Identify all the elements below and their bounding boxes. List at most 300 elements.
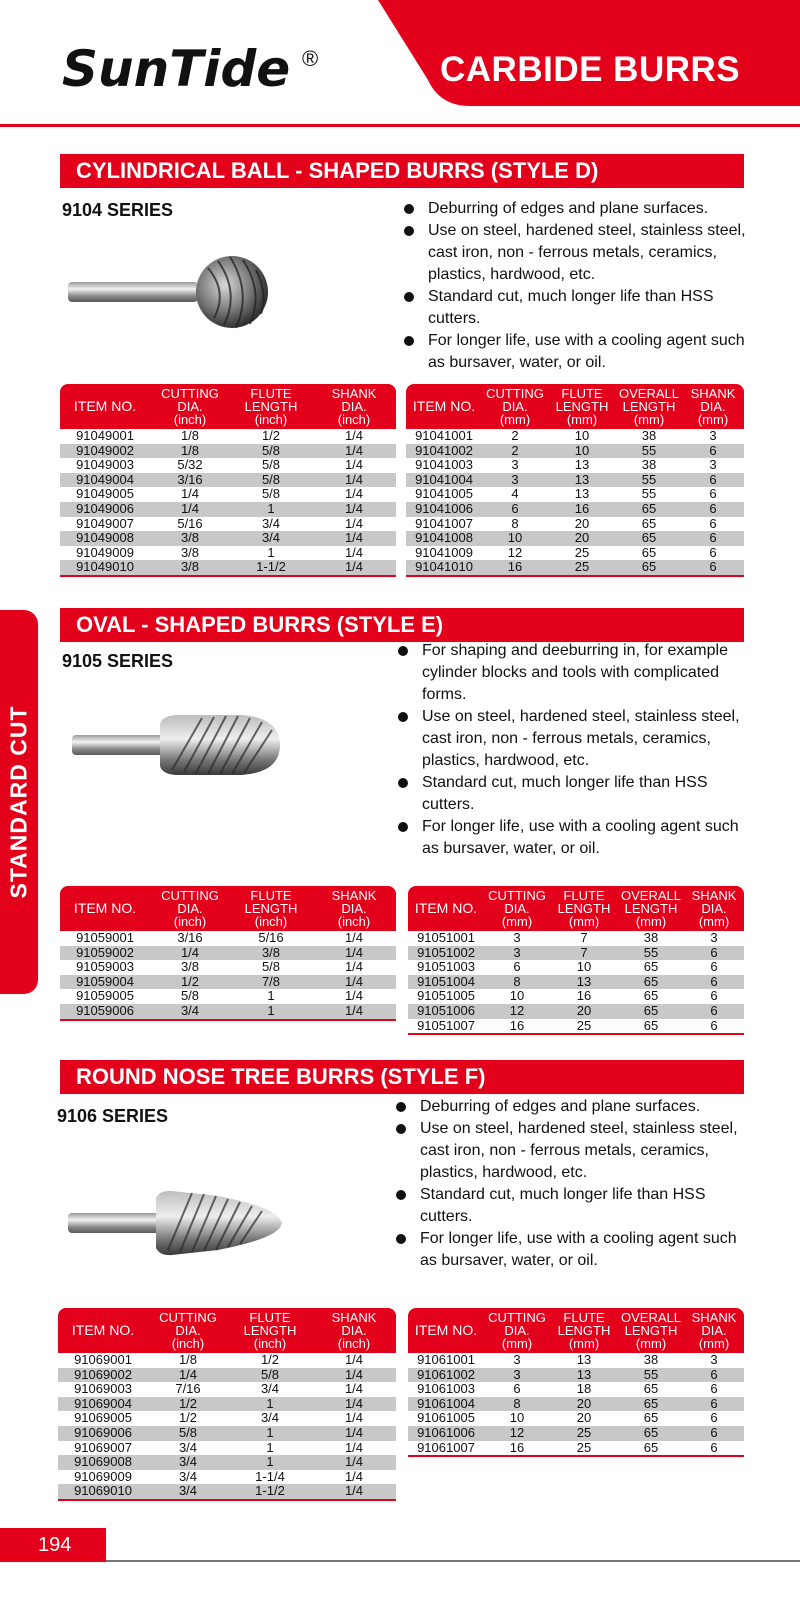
table-row	[58, 1353, 396, 1368]
spec-cell: 25	[548, 560, 616, 576]
table-header-row	[408, 1308, 744, 1353]
table-row	[406, 531, 744, 546]
spec-cell: 3/8	[150, 531, 230, 546]
column-header-line: SHANK	[331, 386, 377, 401]
spec-cell: 3	[513, 930, 521, 945]
table-row	[408, 1441, 744, 1457]
spec-cell: 6	[710, 1381, 718, 1397]
spec-cell: 3	[484, 1368, 550, 1383]
column-header-line: (inch)	[173, 914, 207, 929]
table-header-row	[58, 1308, 396, 1353]
feature-item: For longer life, use with a cooling agent such as bursaver, water, or oil.	[395, 816, 755, 860]
feature-item: Deburring of edges and plane surfaces.	[393, 1096, 753, 1118]
spec-cell: 18	[576, 1381, 592, 1397]
column-header-line: DIA.	[701, 1323, 727, 1338]
table-row	[408, 1004, 744, 1019]
feature-item: Standard cut, much longer life than HSS cutters.	[395, 772, 755, 816]
spec-cell: 3/8	[150, 560, 230, 576]
spec-cell: 16	[548, 502, 616, 517]
column-header-line: SHANK	[691, 888, 737, 903]
item-number-cell: 91069002	[58, 1368, 148, 1383]
column-header-line: ITEM NO.	[412, 398, 476, 414]
item-number-cell: 91061004	[408, 1397, 484, 1412]
column-header-line: CUTTING	[161, 888, 219, 903]
spec-cell: 6	[482, 502, 548, 517]
spec-cell: 65	[618, 1019, 684, 1035]
spec-cell: 20	[576, 1410, 592, 1426]
spec-cell: 1	[267, 988, 275, 1004]
spec-cell: 1/4	[312, 473, 396, 488]
column-header-line: DIA.	[341, 901, 367, 916]
spec-cell: 65	[641, 515, 657, 531]
column-header-line: (inch)	[337, 1336, 371, 1351]
spec-cell: 1/4	[344, 930, 364, 945]
spec-cell: 1	[228, 1397, 312, 1412]
column-header-line: (mm)	[697, 412, 729, 427]
spec-cell: 1/4	[344, 1468, 364, 1484]
column-header	[60, 384, 150, 429]
feature-item: Standard cut, much longer life than HSS cutters.	[393, 1184, 753, 1228]
spec-cell: 1/4	[150, 946, 230, 961]
inch-spec-table	[60, 384, 396, 577]
spec-cell: 16	[576, 988, 592, 1004]
feature-item: For longer life, use with a cooling agent such as bursaver, water, or oil.	[401, 330, 746, 374]
spec-cell: 13	[548, 473, 616, 488]
spec-cell: 6	[684, 1397, 744, 1412]
spec-cell: 65	[616, 531, 682, 546]
item-number-cell: 91041010	[406, 560, 482, 576]
item-number-cell: 91061005	[417, 1410, 475, 1426]
spec-cell: 1	[228, 1426, 312, 1441]
spec-cell: 5/8	[261, 486, 281, 502]
column-header	[406, 384, 482, 429]
column-header-line: LENGTH	[624, 1323, 678, 1338]
footer-divider	[106, 1560, 800, 1562]
spec-cell: 6	[682, 531, 744, 546]
column-header-line: (mm)	[501, 914, 533, 929]
spec-cell: 3/4	[260, 1381, 280, 1397]
column-header-line: DIA.	[504, 1323, 530, 1338]
column-header-line: DIA.	[175, 1323, 201, 1338]
column-header-line: (inch)	[173, 412, 207, 427]
spec-cell: 1/2	[261, 428, 281, 443]
item-number-cell: 91069007	[74, 1439, 132, 1455]
table-row	[406, 458, 744, 473]
feature-item: Deburring of edges and plane surfaces.	[401, 198, 746, 220]
spec-cell: 25	[550, 1441, 618, 1457]
spec-cell: 10	[574, 428, 590, 443]
section-title-bar	[60, 154, 744, 188]
spec-cell: 55	[616, 444, 682, 459]
table-row	[408, 1397, 744, 1412]
spec-cell: 5/8	[261, 959, 281, 975]
spec-cell: 3/8	[180, 544, 200, 560]
table-row	[58, 1484, 396, 1500]
item-number-cell: 91069004	[58, 1397, 148, 1412]
column-header-line: DIA.	[701, 901, 727, 916]
spec-cell: 20	[574, 515, 590, 531]
table-row	[60, 989, 396, 1004]
column-header	[150, 886, 230, 931]
spec-cell: 13	[550, 975, 618, 990]
spec-cell: 13	[550, 1368, 618, 1383]
column-header	[484, 1308, 550, 1353]
table-row	[60, 458, 396, 473]
feature-item: Use on steel, hardened steel, stainless steel, cast iron, non - ferrous metals, ceramics, plastics, hardwood, etc.	[393, 1118, 753, 1184]
spec-cell: 13	[574, 486, 590, 502]
column-header-line: (inch)	[337, 914, 371, 929]
column-header-line: OVERALL	[619, 386, 679, 401]
spec-cell: 12	[507, 544, 523, 560]
table-row	[60, 517, 396, 532]
item-number-cell: 91059006	[60, 1004, 150, 1020]
column-header	[550, 886, 618, 931]
table-row	[408, 931, 744, 946]
item-number-cell: 91069008	[58, 1455, 148, 1470]
column-header-line: ITEM NO.	[414, 900, 478, 916]
column-header	[548, 384, 616, 429]
column-header-line: CUTTING	[488, 1310, 546, 1325]
item-number-cell: 91049006	[60, 502, 150, 517]
inch-spec-table	[58, 1308, 396, 1501]
item-number-cell: 91059005	[76, 988, 134, 1004]
spec-cell: 6	[513, 1381, 521, 1397]
item-number-cell: 91069009	[74, 1468, 132, 1484]
column-header-line: (mm)	[635, 914, 667, 929]
spec-cell: 5/8	[180, 988, 200, 1004]
spec-cell: 6	[513, 959, 521, 975]
tree-burr-icon	[68, 1188, 286, 1258]
column-header-line: SHANK	[331, 1310, 377, 1325]
spec-cell: 20	[548, 531, 616, 546]
brand-logo	[62, 38, 332, 120]
brand-name: SunTide	[62, 40, 291, 98]
item-number-cell: 91061001	[417, 1352, 475, 1367]
column-header	[484, 886, 550, 931]
column-header-line: (inch)	[254, 412, 288, 427]
column-header-line: DIA.	[177, 399, 203, 414]
spec-cell: 65	[618, 1426, 684, 1441]
series-label: 9105 SERIES	[62, 651, 174, 671]
item-number-cell: 91041005	[415, 486, 473, 502]
table-row	[58, 1382, 396, 1397]
spec-cell: 38	[641, 428, 657, 443]
column-header-line: OVERALL	[621, 888, 681, 903]
spec-cell: 25	[574, 544, 590, 560]
column-header	[408, 886, 484, 931]
column-header-line: (mm)	[568, 914, 600, 929]
spec-cell: 8	[511, 515, 519, 531]
item-number-cell: 91069001	[74, 1352, 132, 1367]
page-number: 194	[38, 1534, 72, 1556]
spec-cell: 1	[267, 544, 275, 560]
registered-mark: ®	[302, 46, 319, 71]
spec-cell: 2	[511, 428, 519, 443]
table-row	[60, 1004, 396, 1020]
spec-cell: 7/16	[175, 1381, 201, 1397]
table-row	[408, 1368, 744, 1383]
column-header-line: CUTTING	[159, 1310, 217, 1325]
spec-cell: 6	[684, 1004, 744, 1019]
oval-burr-icon	[72, 712, 282, 778]
spec-cell: 7/8	[230, 975, 312, 990]
column-header-line: LENGTH	[557, 901, 611, 916]
spec-cell: 25	[550, 1019, 618, 1035]
item-number-cell: 91061003	[417, 1381, 475, 1397]
spec-cell: 1	[230, 502, 312, 517]
section-title: ROUND NOSE TREE BURRS (STYLE F)	[76, 1064, 486, 1089]
spec-cell: 6	[684, 1368, 744, 1383]
spec-cell: 1/4	[344, 515, 364, 531]
inch-spec-table	[60, 886, 396, 1021]
spec-cell: 1/2	[150, 975, 230, 990]
spec-cell: 3/4	[178, 1468, 198, 1484]
table-row	[406, 517, 744, 532]
page-title: CARBIDE BURRS	[440, 50, 741, 89]
spec-cell: 1/4	[312, 502, 396, 517]
spec-cell: 13	[576, 1352, 592, 1367]
feature-item: Standard cut, much longer life than HSS cutters.	[401, 286, 746, 330]
column-header-line: LENGTH	[555, 399, 609, 414]
column-header-line: FLUTE	[250, 386, 292, 401]
spec-cell: 1	[266, 1439, 274, 1455]
column-header-line: FLUTE	[561, 386, 603, 401]
table-row	[406, 429, 744, 444]
spec-cell: 1/4	[312, 1004, 396, 1020]
spec-cell: 7	[580, 930, 588, 945]
spec-cell: 3/4	[148, 1455, 228, 1470]
spec-cell: 10	[509, 988, 525, 1004]
item-number-cell: 91051007	[408, 1019, 484, 1035]
item-number-cell: 91041003	[415, 457, 473, 473]
item-number-cell: 91059001	[76, 930, 134, 945]
spec-cell: 6	[710, 959, 718, 975]
feature-item: For longer life, use with a cooling agent such as bursaver, water, or oil.	[393, 1228, 753, 1272]
column-header-line: FLUTE	[250, 888, 292, 903]
spec-cell: 65	[616, 560, 682, 576]
feature-item: Use on steel, hardened steel, stainless steel, cast iron, non - ferrous metals, ceramics, plastics, hardwood, etc.	[401, 220, 746, 286]
spec-cell: 1/4	[344, 1439, 364, 1455]
column-header-line: DIA.	[177, 901, 203, 916]
spec-cell: 5/8	[228, 1368, 312, 1383]
column-header-line: FLUTE	[563, 888, 605, 903]
item-number-cell: 91069003	[74, 1381, 132, 1397]
section-title: OVAL - SHAPED BURRS (STYLE E)	[76, 612, 444, 637]
column-header	[312, 1308, 396, 1353]
item-number-cell: 91059004	[60, 975, 150, 990]
spec-cell: 13	[574, 457, 590, 473]
column-header-line: (mm)	[501, 1336, 533, 1351]
column-header	[60, 886, 150, 931]
series-label: 9106 SERIES	[57, 1106, 169, 1126]
column-header-line: DIA.	[504, 901, 530, 916]
table-row	[408, 975, 744, 990]
column-header	[312, 886, 396, 931]
column-header-line: (inch)	[254, 914, 288, 929]
spec-cell: 6	[684, 1426, 744, 1441]
item-number-cell: 91051001	[417, 930, 475, 945]
item-number-cell: 91049005	[76, 486, 134, 502]
column-header	[684, 886, 744, 931]
spec-cell: 5/8	[230, 444, 312, 459]
spec-cell: 10	[548, 444, 616, 459]
column-header-line: ITEM NO.	[71, 1322, 135, 1338]
spec-cell: 1/4	[148, 1368, 228, 1383]
column-header-line: LENGTH	[244, 399, 298, 414]
spec-cell: 55	[618, 1368, 684, 1383]
table-row	[60, 429, 396, 444]
item-number-cell: 91049010	[60, 560, 150, 576]
column-header	[58, 1308, 148, 1353]
spec-cell: 3	[482, 473, 548, 488]
spec-cell: 1/4	[150, 502, 230, 517]
spec-cell: 1/4	[312, 560, 396, 576]
item-number-cell: 91061007	[408, 1441, 484, 1457]
spec-cell: 5/16	[258, 930, 284, 945]
spec-cell: 6	[682, 473, 744, 488]
spec-cell: 3/4	[150, 1004, 230, 1020]
spec-cell: 1/4	[344, 1381, 364, 1397]
spec-cell: 55	[618, 946, 684, 961]
spec-cell: 65	[616, 502, 682, 517]
spec-cell: 6	[684, 1441, 744, 1457]
spec-cell: 3	[511, 457, 519, 473]
item-number-cell: 91069010	[58, 1484, 148, 1500]
spec-cell: 1/2	[148, 1397, 228, 1412]
table-row	[58, 1470, 396, 1485]
item-number-cell: 91051006	[408, 1004, 484, 1019]
item-number-cell: 91049001	[76, 428, 134, 443]
spec-cell: 1-1/2	[230, 560, 312, 576]
column-header-line: SHANK	[691, 1310, 737, 1325]
column-header-line: FLUTE	[249, 1310, 291, 1325]
spec-cell: 65	[643, 1381, 659, 1397]
column-header	[482, 384, 548, 429]
spec-cell: 20	[550, 1397, 618, 1412]
spec-cell: 1/4	[344, 959, 364, 975]
item-number-cell: 91041002	[406, 444, 482, 459]
ball-burr-icon	[68, 252, 272, 332]
column-header	[150, 384, 230, 429]
spec-cell: 1/4	[312, 1397, 396, 1412]
item-number-cell: 91051003	[417, 959, 475, 975]
spec-cell: 3/16	[150, 473, 230, 488]
column-header-line: ITEM NO.	[73, 398, 137, 414]
spec-cell: 1/4	[344, 544, 364, 560]
spec-cell: 65	[618, 975, 684, 990]
item-number-cell: 91061006	[408, 1426, 484, 1441]
column-header-line: CUTTING	[161, 386, 219, 401]
item-number-cell: 91069006	[58, 1426, 148, 1441]
spec-cell: 1/4	[312, 444, 396, 459]
column-header	[230, 384, 312, 429]
table-header-row	[60, 886, 396, 931]
column-header-line: LENGTH	[557, 1323, 611, 1338]
column-header-line: (mm)	[568, 1336, 600, 1351]
spec-cell: 3	[710, 1352, 718, 1367]
table-row	[406, 487, 744, 502]
spec-cell: 2	[482, 444, 548, 459]
spec-cell: 3	[709, 457, 717, 473]
item-number-cell: 91049002	[60, 444, 150, 459]
column-header-line: DIA.	[502, 399, 528, 414]
table-row	[408, 1382, 744, 1397]
spec-cell: 1/4	[180, 486, 200, 502]
series-label: 9104 SERIES	[62, 200, 174, 220]
table-row	[60, 531, 396, 546]
spec-cell: 10	[482, 531, 548, 546]
table-row	[60, 473, 396, 488]
spec-cell: 1/4	[344, 457, 364, 473]
item-number-cell: 91049007	[76, 515, 134, 531]
feature-list	[395, 640, 755, 860]
spec-cell: 1	[230, 1004, 312, 1020]
feature-list	[393, 1096, 753, 1272]
spec-cell: 1/8	[180, 428, 200, 443]
table-row	[408, 989, 744, 1004]
spec-cell: 8	[484, 975, 550, 990]
table-row	[58, 1397, 396, 1412]
spec-cell: 3	[709, 428, 717, 443]
column-header	[618, 1308, 684, 1353]
table-row	[58, 1368, 396, 1383]
spec-cell: 3/4	[230, 531, 312, 546]
item-number-cell: 91051002	[408, 946, 484, 961]
spec-cell: 3	[484, 946, 550, 961]
item-number-cell: 91061002	[408, 1368, 484, 1383]
spec-cell: 3/8	[230, 946, 312, 961]
spec-cell: 65	[618, 1441, 684, 1457]
table-row	[60, 560, 396, 576]
header-divider	[0, 124, 800, 127]
spec-cell: 6	[709, 544, 717, 560]
table-row	[60, 502, 396, 517]
spec-cell: 6	[684, 946, 744, 961]
spec-cell: 1/4	[312, 946, 396, 961]
mm-spec-table	[406, 384, 744, 577]
spec-cell: 65	[641, 544, 657, 560]
spec-cell: 3/4	[260, 1410, 280, 1426]
spec-cell: 8	[484, 1397, 550, 1412]
table-row	[408, 960, 744, 975]
table-row	[406, 546, 744, 561]
spec-cell: 1/4	[344, 988, 364, 1004]
column-header-line: (inch)	[253, 1336, 287, 1351]
column-header-line: CUTTING	[486, 386, 544, 401]
spec-cell: 65	[643, 988, 659, 1004]
spec-cell: 65	[618, 1397, 684, 1412]
spec-cell: 38	[643, 930, 659, 945]
spec-cell: 7	[550, 946, 618, 961]
spec-cell: 1/4	[344, 1352, 364, 1367]
spec-cell: 65	[643, 1410, 659, 1426]
column-header	[148, 1308, 228, 1353]
spec-cell: 1/4	[344, 428, 364, 443]
spec-cell: 6	[710, 1410, 718, 1426]
item-number-cell: 91041008	[406, 531, 482, 546]
spec-cell: 1/4	[312, 1426, 396, 1441]
column-header-line: ITEM NO.	[73, 900, 137, 916]
table-row	[408, 1353, 744, 1368]
spec-cell: 20	[550, 1004, 618, 1019]
item-number-cell: 91059003	[76, 959, 134, 975]
spec-cell: 1/4	[344, 1410, 364, 1426]
column-header	[618, 886, 684, 931]
spec-cell: 16	[484, 1441, 550, 1457]
item-number-cell: 91041009	[415, 544, 473, 560]
item-number-cell: 91049009	[76, 544, 134, 560]
spec-cell: 3/4	[148, 1484, 228, 1500]
